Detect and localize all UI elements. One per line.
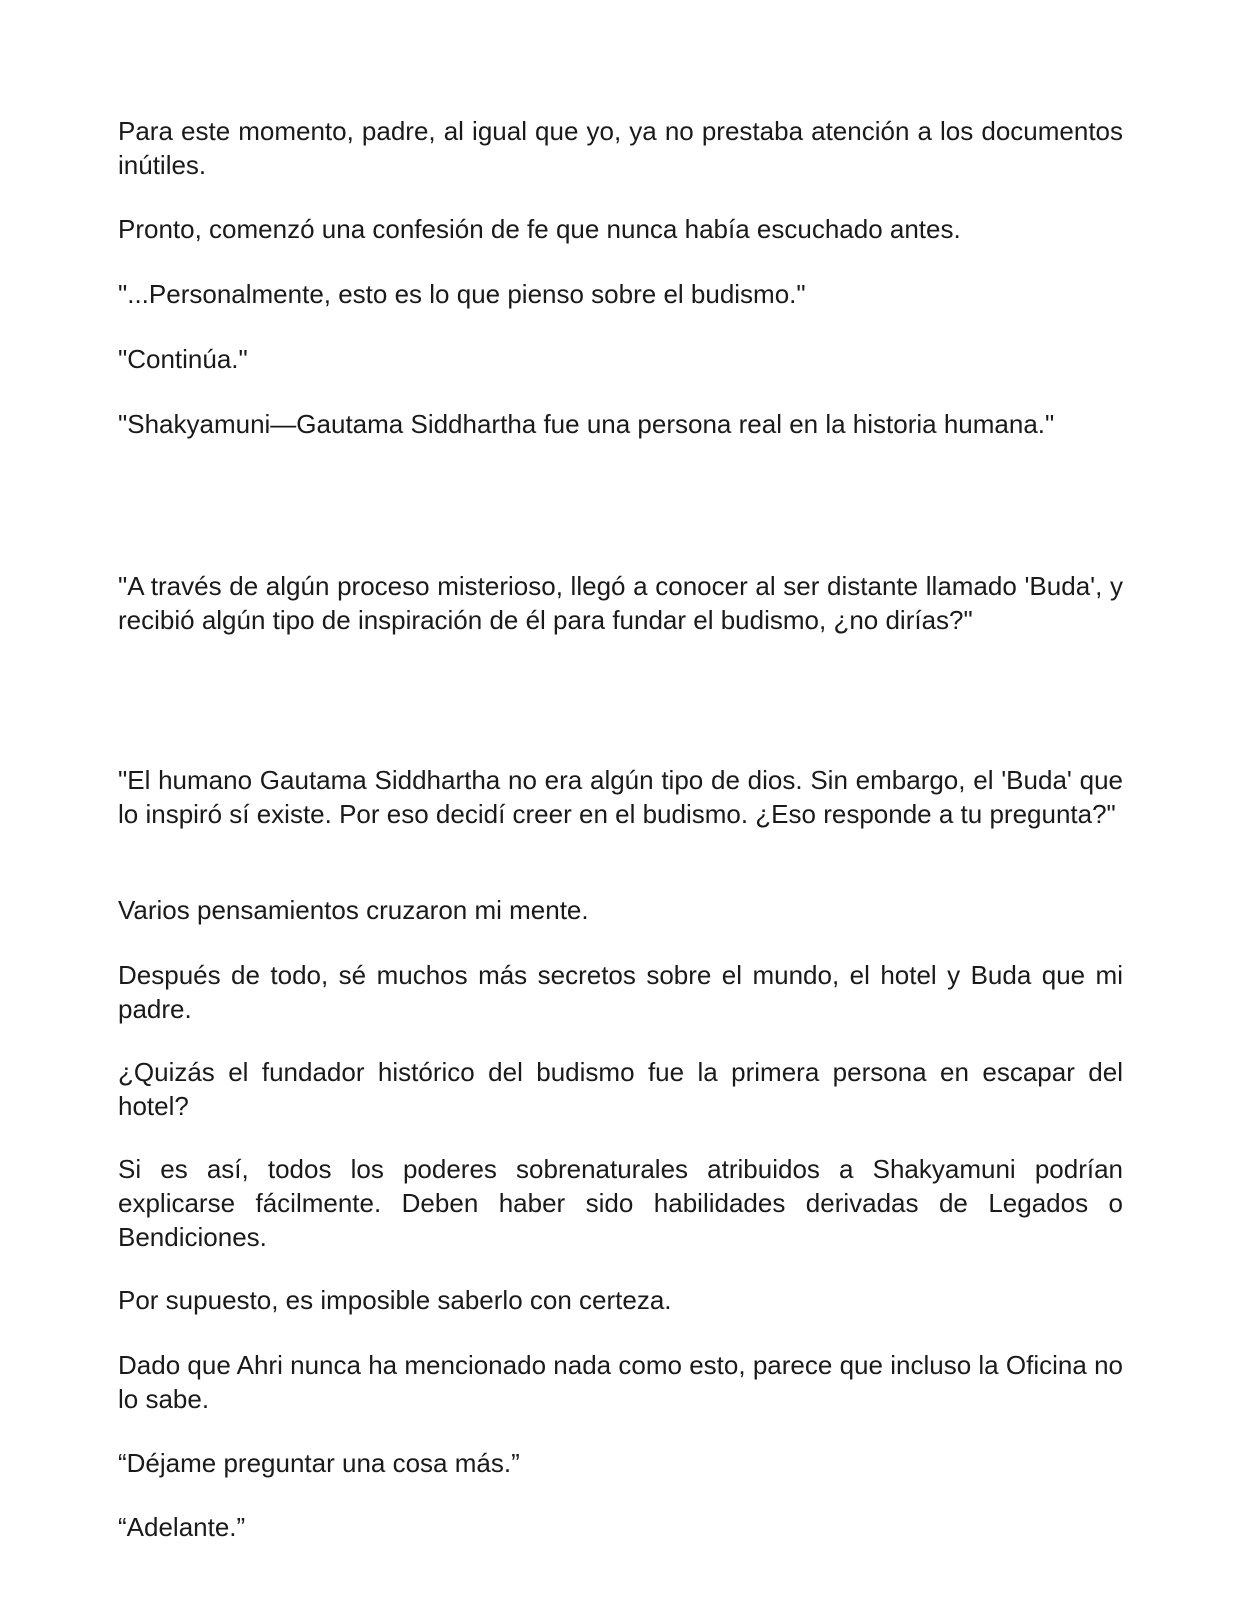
paragraph-6: "A través de algún proceso misterioso, llegó a conocer al ser distante llamado 'Buda', y recibió algún tipo de inspiración de él para fundar el budismo, ¿no dirías?" (118, 571, 1123, 635)
paragraph-15: “Adelante.” (118, 1512, 246, 1542)
paragraph-2: Pronto, comenzó una confesión de fe que nunca había escuchado antes. (118, 214, 961, 244)
paragraph-11: Si es así, todos los poderes sobrenaturales atribuidos a Shakyamuni podrían explicarse fácilmente. Deben haber sido habilidades derivadas de Legados o Bendiciones. (118, 1154, 1123, 1252)
paragraph-4: "Continúa." (118, 344, 248, 374)
paragraph-5: "Shakyamuni—Gautama Siddhartha fue una persona real en la historia humana." (118, 409, 1055, 439)
paragraph-3: "...Personalmente, esto es lo que pienso sobre el budismo." (118, 279, 806, 309)
paragraph-12: Por supuesto, es imposible saberlo con certeza. (118, 1285, 672, 1315)
paragraph-8: Varios pensamientos cruzaron mi mente. (118, 895, 589, 925)
paragraph-7: "El humano Gautama Siddhartha no era algún tipo de dios. Sin embargo, el 'Buda' que lo inspiró sí existe. Por eso decidí creer en el budismo. ¿Eso responde a tu pregunta?" (118, 765, 1123, 829)
paragraph-9: Después de todo, sé muchos más secretos sobre el mundo, el hotel y Buda que mi padre. (118, 960, 1123, 1024)
paragraph-13: Dado que Ahri nunca ha mencionado nada como esto, parece que incluso la Oficina no lo sabe. (118, 1350, 1123, 1414)
paragraph-1: Para este momento, padre, al igual que yo, ya no prestaba atención a los documentos inútiles. (118, 116, 1123, 180)
paragraph-10: ¿Quizás el fundador histórico del budismo fue la primera persona en escapar del hotel? (118, 1057, 1123, 1121)
paragraph-14: “Déjame preguntar una cosa más.” (118, 1448, 520, 1478)
